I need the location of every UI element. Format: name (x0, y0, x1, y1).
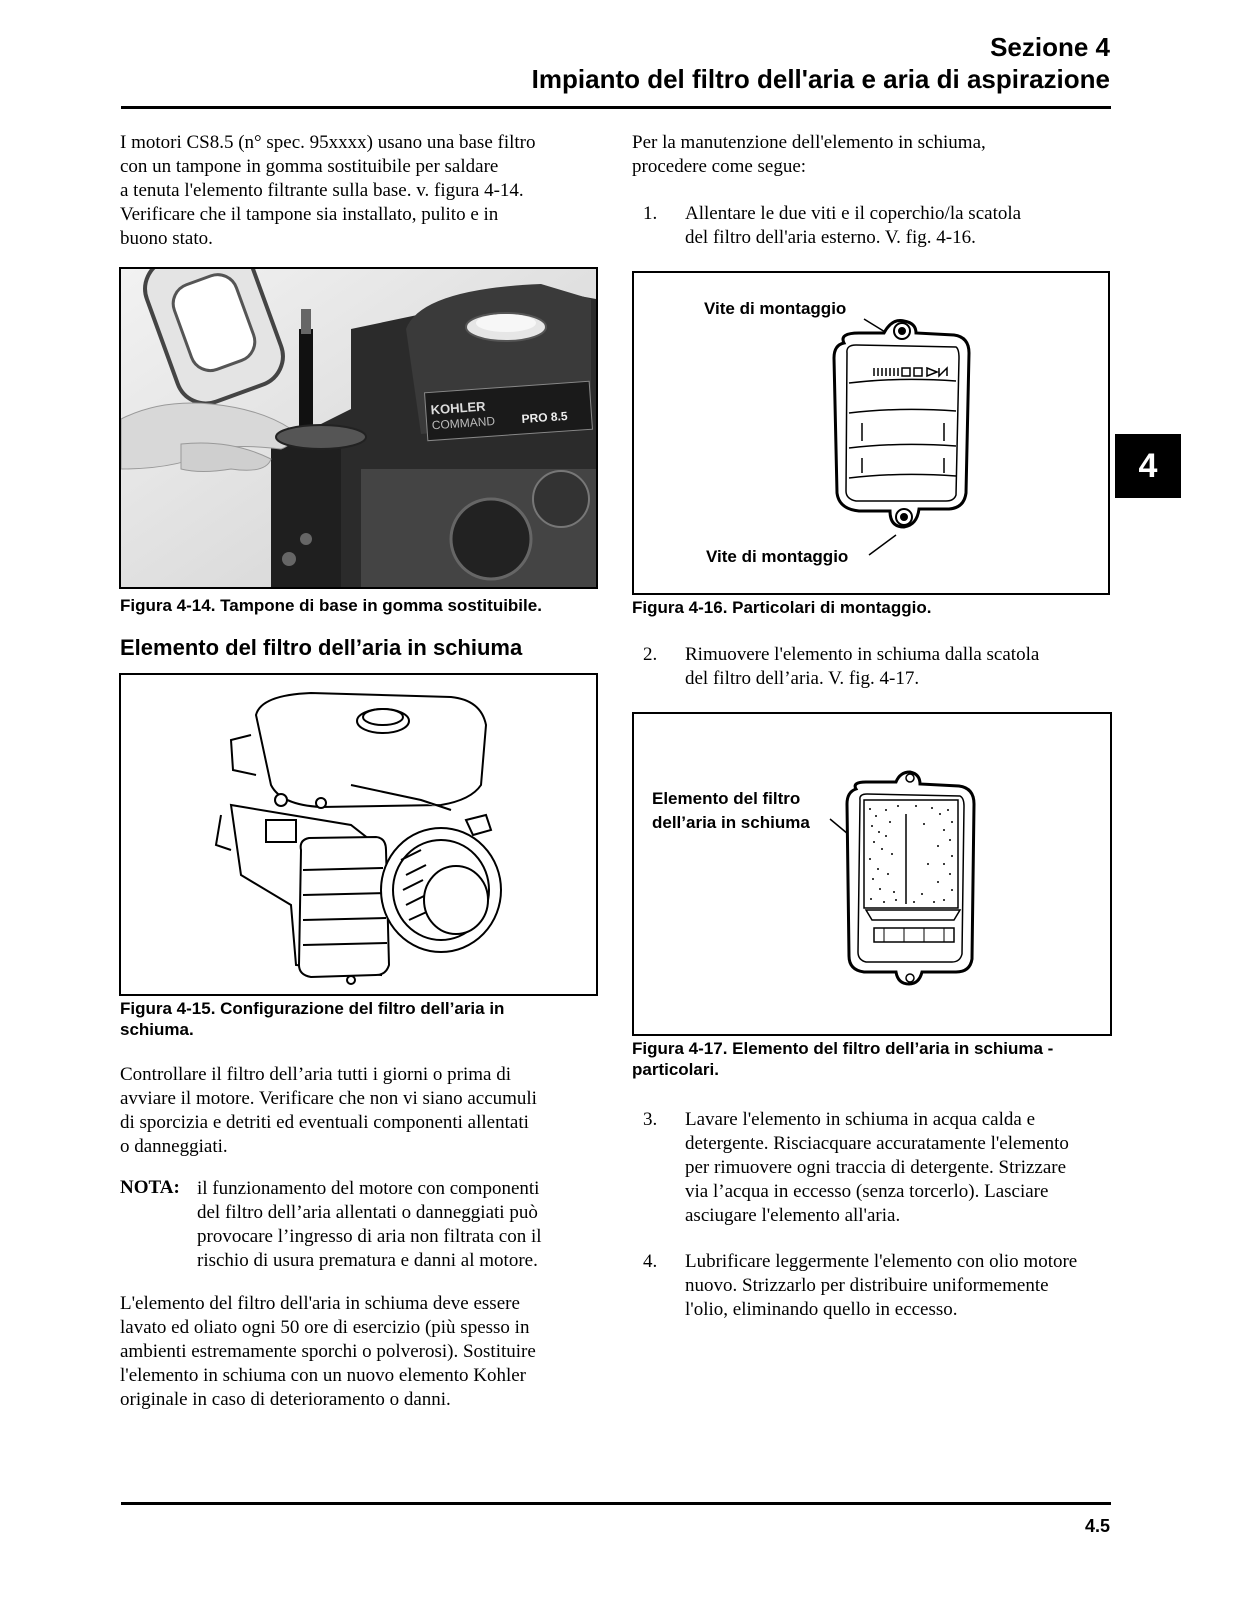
maintenance-paragraph (120, 1292, 536, 1412)
section-heading: Elemento del filtro dell’aria in schiuma (120, 635, 523, 660)
step-1 (643, 202, 1113, 252)
brand-command-text: COMMAND (431, 413, 496, 433)
step-number: 2. (643, 644, 658, 665)
text-line: Allentare le due viti e il coperchio/la scatola (685, 203, 1022, 224)
step-number: 3. (643, 1109, 658, 1130)
text-line: per rimuovere ogni traccia di detergente. Strizzare (685, 1157, 1067, 1178)
page-title: Impianto del filtro dell'aria e aria di aspirazione (531, 64, 1110, 94)
figure-4-15-drawing (119, 673, 598, 996)
brand-kohler-text: KOHLER (430, 398, 487, 418)
text-line: L'elemento del filtro dell'aria in schiuma deve essere (120, 1293, 520, 1314)
text-line: originale in caso di deterioramento o danni. (120, 1389, 451, 1410)
text-line: il funzionamento del motore con componenti (197, 1178, 540, 1199)
figure-4-17-caption (632, 1038, 1053, 1080)
procedure-intro (632, 131, 986, 179)
text-line: Lavare l'elemento in schiuma in acqua calda e (685, 1109, 1036, 1130)
section-number: Sezione 4 (990, 32, 1110, 62)
note-label: NOTA: (120, 1177, 180, 1198)
text-line: procedere come segue: (632, 156, 807, 177)
note-text (197, 1177, 542, 1273)
text-line: Verificare che il tampone sia installato, pulito e in (120, 204, 499, 225)
text-line: Controllare il filtro dell’aria tutti i giorni o prima di (120, 1064, 511, 1085)
text-line: ambienti estremamente sporchi o polverosi). Sostituire (120, 1341, 536, 1362)
step-text (685, 1250, 1077, 1322)
text-line: via l’acqua in eccesso (senza torcerlo). Lasciare (685, 1181, 1049, 1202)
page-number: 4.5 (1084, 1516, 1110, 1536)
step-number: 4. (643, 1251, 658, 1272)
header-rule (121, 106, 1111, 109)
text-line: avviare il motore. Verificare che non vi siano accumuli (120, 1088, 537, 1109)
step-2 (643, 643, 1113, 693)
text-line: del filtro dell'aria esterno. V. fig. 4-16. (685, 227, 976, 248)
step-text (685, 1108, 1069, 1228)
text-line: Rimuovere l'elemento in schiuma dalla scatola (685, 644, 1040, 665)
callout-line: Elemento del filtro (652, 789, 801, 808)
callout-line: dell’aria in schiuma (652, 813, 810, 832)
caption-line: Figura 4-17. Elemento del filtro dell’aria in schiuma - (632, 1039, 1054, 1058)
text-line: lavato ed oliato ogni 50 ore di esercizio (più spesso in (120, 1317, 530, 1338)
figure-4-14-caption: Figura 4-14. Tampone di base in gomma sostituibile. (120, 596, 542, 615)
text-line: buono stato. (120, 228, 213, 249)
text-line: con un tampone in gomma sostituibile per saldare (120, 156, 499, 177)
callout-top-screw: Vite di montaggio (704, 299, 847, 318)
callout-bottom-screw: Vite di montaggio (706, 547, 849, 566)
text-line: nuovo. Strizzarlo per distribuire uniformemente (685, 1275, 1049, 1296)
text-line: del filtro dell’aria allentati o danneggiati può (197, 1202, 538, 1223)
text-line: detergente. Risciacquare accuratamente l'elemento (685, 1133, 1069, 1154)
caption-line: Figura 4-15. Configurazione del filtro dell’aria in (120, 999, 505, 1018)
text-line: o danneggiati. (120, 1136, 228, 1157)
step-number: 1. (643, 203, 658, 224)
text-line: Lubrificare leggermente l'elemento con olio motore (685, 1251, 1078, 1272)
intro-paragraph (120, 131, 536, 251)
text-line: l'elemento in schiuma con un nuovo elemento Kohler (120, 1365, 527, 1386)
figure-4-16-drawing (632, 271, 1110, 595)
section-tab: 4 (1115, 434, 1181, 498)
caption-line: particolari. (632, 1060, 719, 1079)
text-line: provocare l’ingresso di aria non filtrata con il (197, 1226, 542, 1247)
text-line: I motori CS8.5 (n° spec. 95xxxx) usano una base filtro (120, 132, 536, 153)
footer-rule (121, 1502, 1111, 1505)
text-line: l'olio, eliminando quello in eccesso. (685, 1299, 958, 1320)
inspection-paragraph (120, 1063, 537, 1159)
figure-4-14-photo (119, 267, 598, 589)
figure-4-16-caption: Figura 4-16. Particolari di montaggio. (632, 598, 932, 617)
figure-4-15-caption (120, 998, 504, 1040)
text-line: Per la manutenzione dell'elemento in schiuma, (632, 132, 986, 153)
brand-model-text: PRO 8.5 (521, 408, 569, 427)
step-text (685, 643, 1039, 691)
text-line: rischio di usura prematura e danni al motore. (197, 1250, 538, 1271)
caption-line: schiuma. (120, 1020, 194, 1039)
step-text (685, 202, 1021, 250)
text-line: del filtro dell’aria. V. fig. 4-17. (685, 668, 920, 689)
text-line: di sporcizia e detriti ed eventuali componenti allentati (120, 1112, 529, 1133)
step-3 (643, 1108, 1113, 1232)
text-line: a tenuta l'elemento filtrante sulla base. v. figura 4-14. (120, 180, 524, 201)
text-line: asciugare l'elemento all'aria. (685, 1205, 901, 1226)
step-4 (643, 1250, 1113, 1326)
figure-4-17-drawing (632, 712, 1112, 1036)
